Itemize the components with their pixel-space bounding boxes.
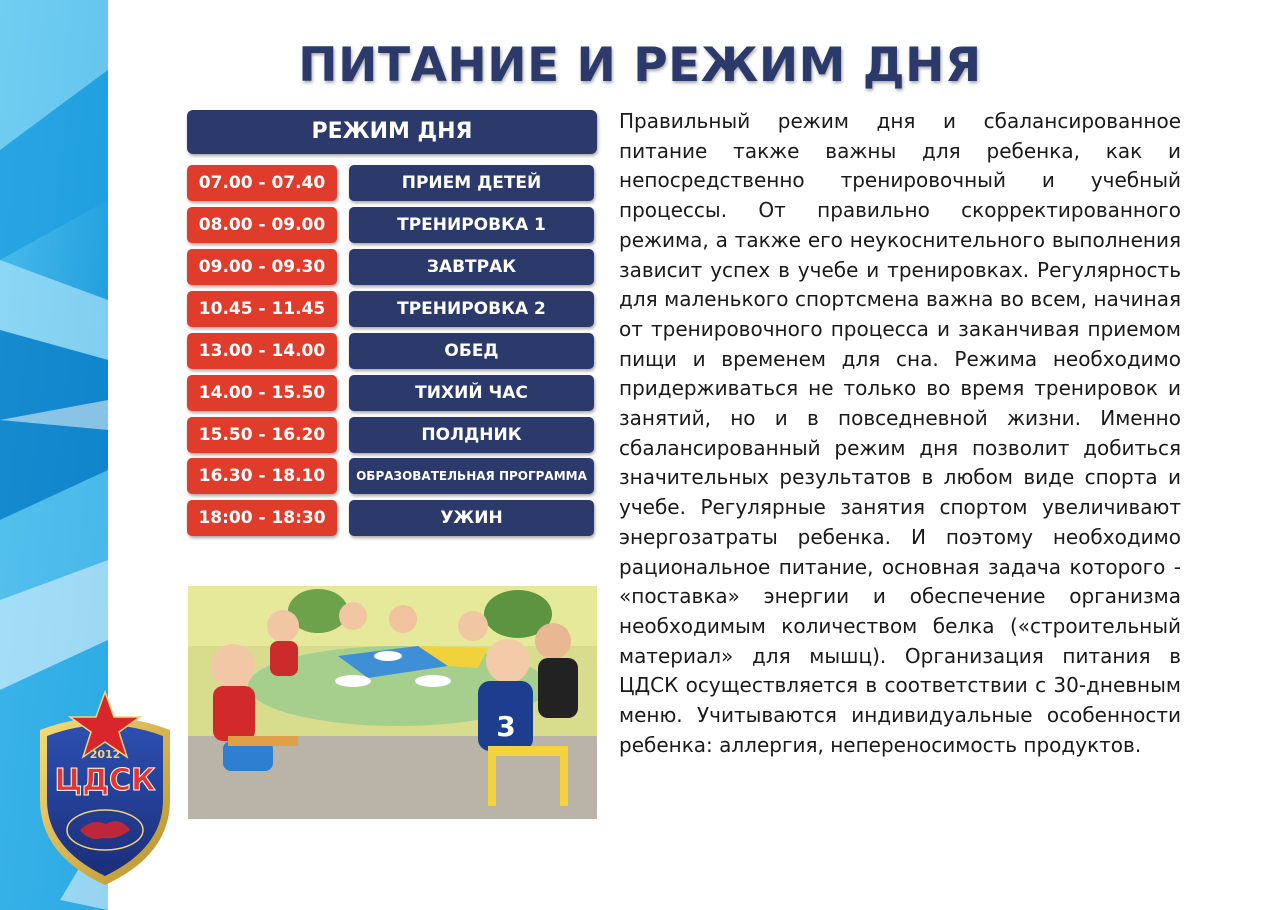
body-text: Правильный режим дня и сбалансированное питание также важны для ребенка, как и непосредственно тренировочный и учебный процессы. От правильно скорректированного режима, а также его неукоснительного выполнения зависит успех в учебе и тренировках. Регулярность для маленького спортсмена важна во всем, начиная от тренировочного процесса и заканчивая приемом пищи и временем для сна. Режима необходимо придерживаться не только во время тренировок и занятий, но и в повседневной жизни. Именно сбалансированный режим дня позволит добиться значительных результатов в любом виде спорта и учебе. Регулярные занятия спортом увеличивают энергозатраты ребенка. И поэтому необходимо рациональное питание, основная задача которого - «поставка» энергии и обеспечение организма необходимым количеством белка («строительный материал» для мышц). Организация питания в ЦДСК осуществляется в соответствии с 30-дневным меню. Учитываются индивидуальные особенности ребенка: аллергия, непереносимость продуктов. (619, 109, 1181, 757)
activity-label: ТИХИЙ ЧАС (349, 375, 594, 411)
schedule-row (187, 249, 597, 285)
activity-label: ПОЛДНИК (349, 417, 594, 453)
activity-label: ОБЕД (349, 333, 594, 369)
children-dining-photo (188, 586, 597, 819)
activity-label: ТРЕНИРОВКА 1 (349, 207, 594, 243)
schedule-row (187, 375, 597, 411)
schedule-row (187, 291, 597, 327)
page-title: ПИТАНИЕ И РЕЖИМ ДНЯ (298, 38, 982, 93)
time-badge: 15.50 - 16.20 (187, 417, 337, 453)
time-badge: 18:00 - 18:30 (187, 500, 337, 536)
schedule-row (187, 458, 597, 494)
activity-label: ЗАВТРАК (349, 249, 594, 285)
schedule (187, 110, 597, 528)
activity-label: ПРИЕМ ДЕТЕЙ (349, 165, 594, 201)
svg-text:3: 3 (496, 710, 516, 743)
schedule-row (187, 500, 597, 536)
time-badge: 14.00 - 15.50 (187, 375, 337, 411)
schedule-row (187, 165, 597, 201)
logo-name: ЦДСК (54, 763, 156, 798)
time-badge: 10.45 - 11.45 (187, 291, 337, 327)
schedule-row (187, 333, 597, 369)
cdsk-logo (30, 690, 180, 890)
schedule-header: РЕЖИМ ДНЯ (187, 110, 597, 154)
time-badge: 13.00 - 14.00 (187, 333, 337, 369)
logo-year: 2012 (89, 748, 121, 761)
schedule-row (187, 417, 597, 453)
schedule-row (187, 207, 597, 243)
activity-label: ТРЕНИРОВКА 2 (349, 291, 594, 327)
activity-label: УЖИН (349, 500, 594, 536)
activity-label: ОБРАЗОВАТЕЛЬНАЯ ПРОГРАММА (349, 458, 594, 494)
time-badge: 16.30 - 18.10 (187, 458, 337, 494)
time-badge: 08.00 - 09.00 (187, 207, 337, 243)
time-badge: 07.00 - 07.40 (187, 165, 337, 201)
time-badge: 09.00 - 09.30 (187, 249, 337, 285)
